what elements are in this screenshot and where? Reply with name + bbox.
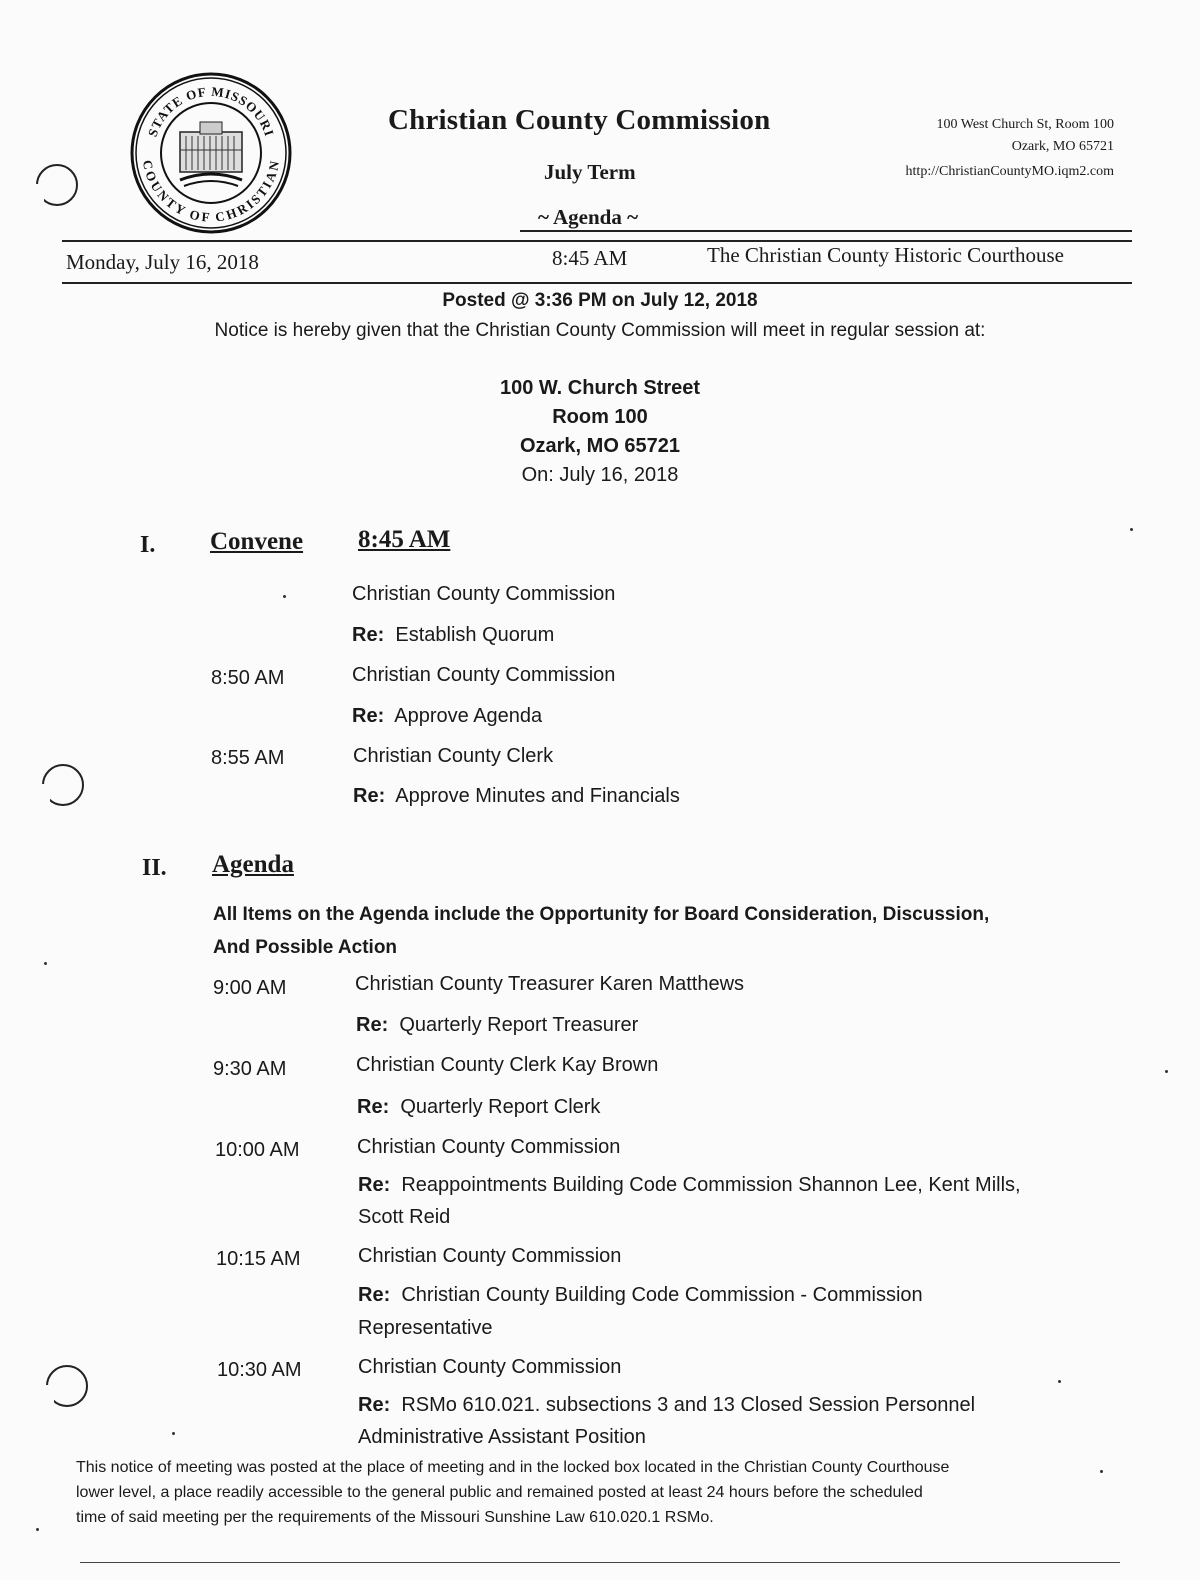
item-time: 10:00 AM (215, 1139, 300, 1161)
item-re (358, 1284, 923, 1307)
section-1-numeral: I. (140, 532, 156, 558)
item-presenter: Christian County Treasurer Karen Matthews (355, 973, 745, 995)
meeting-notice: Notice is hereby given that the Christian County Commission will meet in regular session at: (214, 320, 986, 341)
header-rule-top (520, 230, 1132, 232)
re-label: Re: (357, 1096, 390, 1118)
footer-line-3: time of said meeting per the requirements of the Missouri Sunshine Law 610.020.1 RSMo. (76, 1509, 714, 1526)
item-time: 10:30 AM (217, 1359, 302, 1381)
section-2-title: Agenda (212, 851, 294, 878)
header-rule-lower (62, 282, 1132, 284)
item-re-continued: Scott Reid (358, 1206, 451, 1228)
item-time: 8:55 AM (211, 747, 285, 769)
re-text: Christian County Building Code Commission - Commission (401, 1284, 923, 1306)
section-1-title: Convene (210, 528, 304, 555)
scan-speck (1130, 528, 1133, 531)
meeting-date: Monday, July 16, 2018 (66, 250, 259, 274)
item-time: 9:30 AM (213, 1058, 287, 1080)
scan-speck (44, 962, 47, 965)
re-label: Re: (358, 1394, 391, 1416)
scan-speck (283, 595, 286, 598)
scan-speck (36, 1528, 39, 1531)
meeting-time: 8:45 AM (552, 246, 628, 270)
re-text: Establish Quorum (395, 624, 555, 646)
agenda-intro-line-2: And Possible Action (213, 937, 398, 958)
item-re (358, 1394, 975, 1417)
location-room: Room 100 (552, 406, 648, 428)
item-re (352, 705, 542, 728)
item-re (356, 1014, 638, 1037)
item-re-continued: Administrative Assistant Position (358, 1426, 646, 1448)
re-text: Approve Minutes and Financials (395, 785, 680, 807)
punch-hole-middle (42, 764, 84, 806)
location-date: On: July 16, 2018 (521, 464, 679, 486)
term-label: July Term (544, 160, 636, 184)
agenda-heading: ~ Agenda ~ (538, 205, 639, 229)
footer-line-1: This notice of meeting was posted at the place of meeting and in the locked box located in the Christian County Courthouse (76, 1459, 950, 1476)
scan-speck (1058, 1380, 1061, 1383)
item-presenter: Christian County Clerk Kay Brown (356, 1054, 659, 1076)
location-street: 100 W. Church Street (499, 377, 701, 399)
re-label: Re: (353, 785, 386, 807)
svg-text:COUNTY OF CHRISTIAN: COUNTY OF CHRISTIAN (139, 158, 283, 225)
item-re (358, 1174, 1021, 1197)
item-time: 9:00 AM (213, 977, 287, 999)
website-link[interactable]: http://ChristianCountyMO.iqm2.com (905, 164, 1114, 179)
meeting-venue: The Christian County Historic Courthouse (707, 243, 1064, 267)
posted-notice: Posted @ 3:36 PM on July 12, 2018 (442, 290, 758, 311)
re-label: Re: (352, 624, 385, 646)
re-text: Quarterly Report Treasurer (399, 1014, 639, 1036)
re-text: Reappointments Building Code Commission Shannon Lee, Kent Mills, (401, 1174, 1021, 1196)
item-re (352, 624, 554, 647)
scan-speck (1100, 1470, 1103, 1473)
address-line-1: 100 West Church St, Room 100 (936, 117, 1114, 132)
punch-hole-top (36, 164, 78, 206)
scan-speck (1165, 1070, 1168, 1073)
address-line-2: Ozark, MO 65721 (1011, 139, 1114, 154)
re-label: Re: (358, 1284, 391, 1306)
item-time: 10:15 AM (216, 1248, 301, 1270)
header-rule-upper (62, 240, 1132, 242)
re-label: Re: (352, 705, 385, 727)
item-re (353, 785, 680, 808)
svg-text:STATE OF MISSOURI: STATE OF MISSOURI (144, 83, 278, 139)
re-label: Re: (358, 1174, 391, 1196)
item-presenter: Christian County Commission (357, 1136, 621, 1158)
item-time: 8:50 AM (211, 667, 285, 689)
item-presenter: Christian County Commission (358, 1356, 622, 1378)
item-presenter: Christian County Commission (358, 1245, 622, 1267)
re-text: Approve Agenda (394, 705, 543, 727)
item-presenter: Christian County Commission (352, 664, 616, 686)
punch-hole-bottom (46, 1365, 88, 1407)
agenda-intro-line-1: All Items on the Agenda include the Opportunity for Board Consideration, Discussion, (213, 904, 990, 925)
scan-speck (172, 1432, 175, 1435)
commission-title: Christian County Commission (388, 104, 771, 136)
item-re (357, 1096, 600, 1119)
section-2-numeral: II. (142, 855, 167, 881)
item-presenter: Christian County Commission (352, 583, 616, 605)
footer-line-2: lower level, a place readily accessible to the general public and remained posted at least 24 hours before the scheduled (76, 1484, 923, 1501)
re-text: RSMo 610.021. subsections 3 and 13 Closed Session Personnel (401, 1394, 976, 1416)
county-seal-logo (130, 72, 292, 234)
re-label: Re: (356, 1014, 389, 1036)
re-text: Quarterly Report Clerk (400, 1096, 601, 1118)
section-1-time: 8:45 AM (358, 526, 451, 553)
footer-rule (80, 1562, 1120, 1563)
item-re-continued: Representative (358, 1317, 493, 1339)
location-city: Ozark, MO 65721 (519, 435, 681, 457)
item-presenter: Christian County Clerk (353, 745, 554, 767)
